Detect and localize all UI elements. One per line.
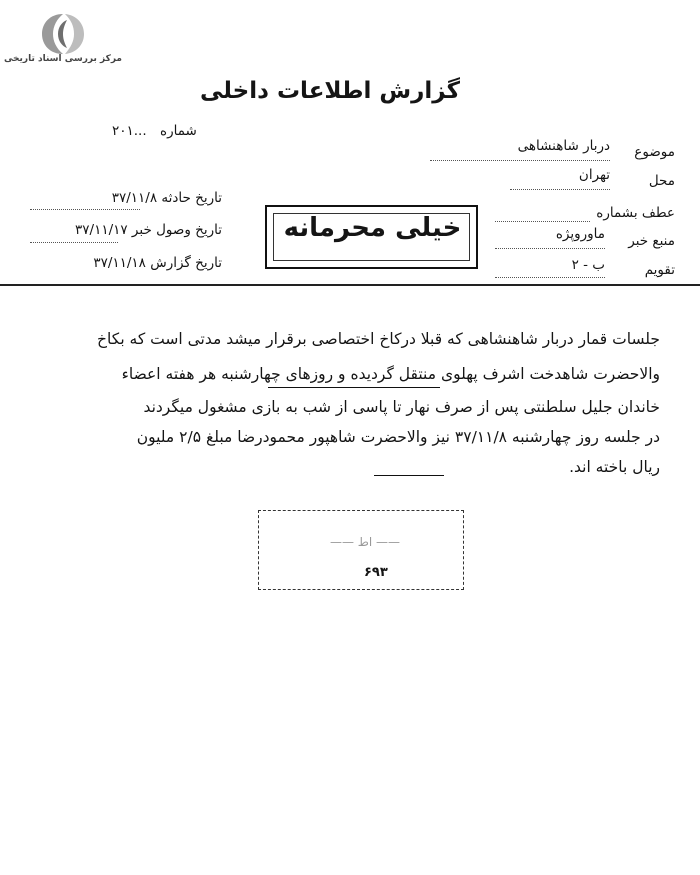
subject-label: موضوع — [634, 144, 675, 160]
source-label: منبع خبر — [628, 233, 675, 249]
subject-rule — [430, 160, 610, 161]
body-line-5: ریال باخته اند. — [569, 458, 660, 476]
body-line-4: در جلسه روز چهارشنبه ۳۷/۱۱/۸ نیز والاحضرت شاهپور محمودرضا مبلغ ۲/۵ ملیون — [136, 428, 660, 446]
signature-number: ۶۹۳ — [364, 565, 388, 580]
location-rule — [510, 189, 610, 190]
source-rule — [495, 248, 605, 249]
document-title: گزارش اطلاعات داخلی — [200, 78, 460, 104]
header-divider — [0, 284, 700, 286]
body-line-3: خاندان جلیل سلطنتی پس از صرف نهار تا پاسی از شب به بازی مشغول میگردند — [143, 398, 660, 416]
location-label: محل — [648, 173, 675, 189]
body-line-2: والاحضرت شاهدخت اشرف پهلوی منتقل گردیده و روزهای چهارشنبه هر هفته اعضاء — [121, 365, 660, 383]
receipt-date-rule — [30, 242, 118, 243]
rating-label: تقویم — [644, 262, 675, 278]
subject-value: دربار شاهنشاهی — [517, 138, 610, 154]
event-date-rule — [30, 209, 140, 210]
location-value: تهران — [578, 167, 610, 183]
receipt-date: تاریخ وصول خبر ۳۷/۱۱/۱۷ — [75, 222, 222, 238]
signature-box — [258, 510, 464, 590]
reference-rule — [495, 221, 590, 222]
stamp-text: خیلی محرمانه — [283, 213, 462, 243]
rating-rule — [495, 277, 605, 278]
rating-value: ب - ۲ — [571, 257, 605, 273]
body-line-1: جلسات قمار دربار شاهنشاهی که قبلا درکاخ اختصاصی برقرار میشد مدتی است که بکاخ — [97, 330, 660, 348]
number-value: ۲۰۱... — [112, 123, 147, 139]
archive-logo-icon — [38, 10, 88, 58]
reference-label: عطف بشماره — [596, 205, 675, 221]
closing-line — [374, 475, 444, 476]
name-underline — [268, 387, 440, 388]
archive-name: مرکز بررسی اسناد تاریخی — [3, 54, 122, 64]
report-date: تاریخ گزارش ۳۷/۱۱/۱۸ — [93, 255, 222, 271]
source-value: ماوروپژه — [555, 226, 605, 242]
signature-text: —— اط —— — [329, 535, 401, 549]
number-label: شماره — [160, 123, 197, 139]
event-date: تاریخ حادثه ۳۷/۱۱/۸ — [111, 190, 222, 206]
